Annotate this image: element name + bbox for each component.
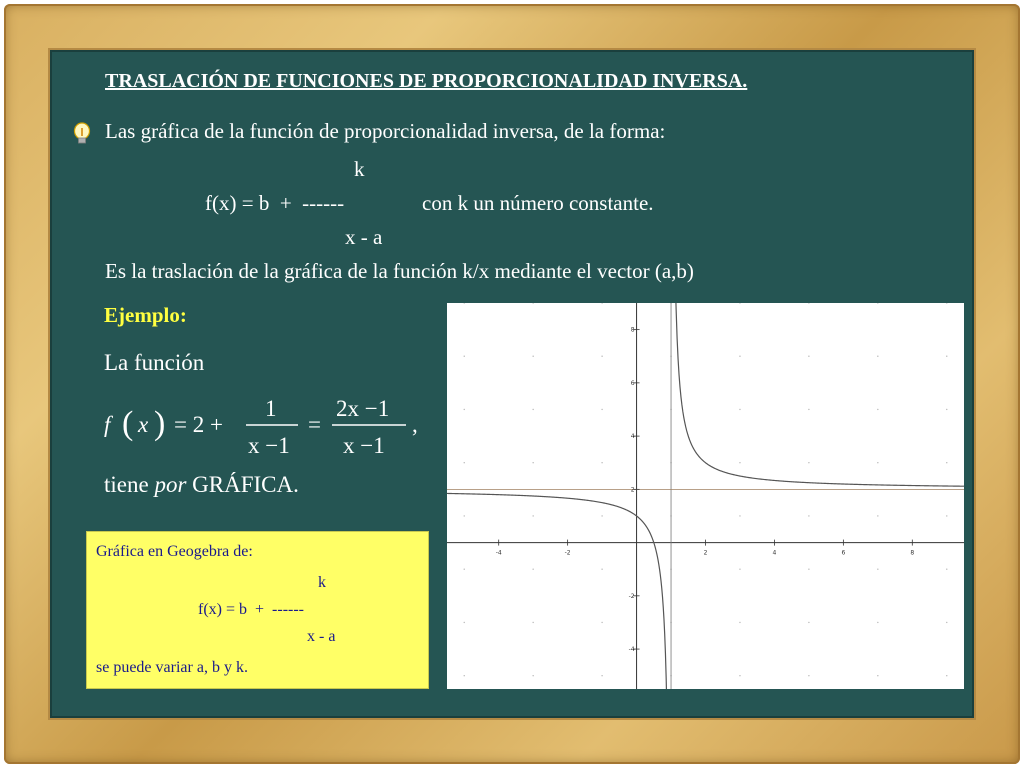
grid-dot bbox=[464, 409, 465, 410]
graph-text-italic: por bbox=[154, 472, 187, 497]
note-lhs: f(x) = b + ------ bbox=[198, 601, 304, 618]
note-denominator: x - a bbox=[307, 628, 336, 645]
grid-dot bbox=[877, 622, 878, 623]
x-tick-label: -4 bbox=[495, 549, 502, 557]
equation-num1: 1 bbox=[265, 396, 277, 421]
intro-text: Las gráfica de la función de proporcionalidad inversa, de la forma: bbox=[105, 119, 666, 143]
grid-dot bbox=[808, 622, 809, 623]
grid-dot bbox=[464, 622, 465, 623]
equation-comma: , bbox=[412, 412, 418, 437]
grid-dot bbox=[877, 515, 878, 516]
note-line1: Gráfica en Geogebra de: bbox=[96, 543, 253, 560]
grid-dot bbox=[464, 569, 465, 570]
curve-left-branch bbox=[447, 493, 667, 689]
grid-dot bbox=[946, 462, 947, 463]
translation-text: Es la traslación de la gráfica de la función k/x mediante el vector (a,b) bbox=[105, 259, 694, 283]
grid-dot bbox=[532, 409, 533, 410]
grid-dot bbox=[739, 409, 740, 410]
y-tick-label: 4 bbox=[630, 433, 635, 441]
equation-close-paren: ) bbox=[154, 405, 166, 442]
x-tick-label: 6 bbox=[841, 549, 846, 557]
note-box bbox=[86, 531, 429, 689]
grid-dot bbox=[946, 675, 947, 676]
equation-den2: x −1 bbox=[343, 433, 385, 458]
grid-dot bbox=[532, 569, 533, 570]
grid-dot bbox=[601, 569, 602, 570]
graph-text bbox=[104, 472, 299, 498]
grid-dot bbox=[464, 515, 465, 516]
graph-text-suffix: GRÁFICA. bbox=[192, 472, 299, 497]
grid-dot bbox=[601, 462, 602, 463]
grid-dot bbox=[946, 569, 947, 570]
note-last-line: se puede variar a, b y k. bbox=[96, 659, 248, 676]
grid-dot bbox=[877, 356, 878, 357]
formula-lhs: f(x) = b + ------ bbox=[205, 191, 345, 215]
y-tick-label: -4 bbox=[628, 646, 635, 654]
grid-dot bbox=[532, 462, 533, 463]
grid-dot bbox=[532, 356, 533, 357]
formula-denominator: x - a bbox=[345, 225, 383, 249]
grid-dot bbox=[739, 515, 740, 516]
grid-dot bbox=[808, 569, 809, 570]
y-tick-label: 8 bbox=[630, 326, 635, 334]
grid-dot bbox=[739, 622, 740, 623]
grid-dot bbox=[601, 409, 602, 410]
grid-dot bbox=[808, 356, 809, 357]
grid-dot bbox=[739, 462, 740, 463]
grid-dot bbox=[877, 569, 878, 570]
graph-canvas bbox=[447, 303, 964, 689]
grid-dot bbox=[946, 409, 947, 410]
grid-dot bbox=[464, 356, 465, 357]
grid-dot bbox=[601, 675, 602, 676]
note-numerator: k bbox=[318, 574, 326, 591]
grid-dot bbox=[601, 622, 602, 623]
grid-dot bbox=[532, 303, 533, 304]
grid-dot bbox=[946, 356, 947, 357]
geogebra-graph bbox=[447, 303, 964, 689]
x-tick-label: -2 bbox=[564, 549, 571, 557]
grid-dot bbox=[464, 303, 465, 304]
grid-dot bbox=[464, 462, 465, 463]
grid-dot bbox=[808, 462, 809, 463]
equation-num2: 2x −1 bbox=[336, 396, 390, 421]
grid-dot bbox=[946, 622, 947, 623]
grid-dot bbox=[877, 303, 878, 304]
grid-dot bbox=[739, 569, 740, 570]
grid-dot bbox=[877, 675, 878, 676]
y-tick-label: -2 bbox=[628, 592, 635, 600]
equation-f: f bbox=[104, 412, 111, 437]
grid-dot bbox=[464, 675, 465, 676]
equation-eq2: = bbox=[308, 412, 321, 437]
grid-dot bbox=[808, 515, 809, 516]
x-tick-label: 8 bbox=[910, 549, 915, 557]
grid-dot bbox=[532, 622, 533, 623]
y-tick-label: 6 bbox=[630, 379, 635, 387]
grid-dot bbox=[739, 356, 740, 357]
example-equation bbox=[100, 388, 445, 462]
grid-dot bbox=[946, 303, 947, 304]
x-tick-label: 2 bbox=[703, 549, 708, 557]
grid-dot bbox=[808, 675, 809, 676]
grid-dot bbox=[808, 409, 809, 410]
curve-right-branch bbox=[675, 303, 964, 486]
grid-dot bbox=[739, 675, 740, 676]
grid-dot bbox=[532, 675, 533, 676]
equation-x: x bbox=[138, 412, 149, 437]
equation-open-paren: ( bbox=[122, 405, 134, 442]
grid-dot bbox=[877, 462, 878, 463]
lightbulb-icon bbox=[72, 122, 92, 146]
formula-numerator: k bbox=[354, 157, 365, 181]
equation-eq1: = 2 + bbox=[174, 412, 223, 437]
grid-dot bbox=[532, 515, 533, 516]
y-tick-label: 2 bbox=[630, 486, 635, 494]
grid-dot bbox=[601, 303, 602, 304]
grid-dot bbox=[808, 303, 809, 304]
example-label: Ejemplo: bbox=[104, 303, 187, 327]
graph-text-prefix: tiene bbox=[104, 472, 149, 497]
slide-title: TRASLACIÓN DE FUNCIONES DE PROPORCIONALIDAD INVERSA. bbox=[105, 70, 748, 92]
function-intro: La función bbox=[104, 350, 205, 375]
grid-dot bbox=[877, 409, 878, 410]
equation-den1: x −1 bbox=[248, 433, 290, 458]
grid-dot bbox=[946, 515, 947, 516]
grid-dot bbox=[601, 515, 602, 516]
grid-dot bbox=[601, 356, 602, 357]
x-tick-label: 4 bbox=[772, 549, 777, 557]
formula-note: con k un número constante. bbox=[422, 191, 654, 215]
grid-dot bbox=[739, 303, 740, 304]
